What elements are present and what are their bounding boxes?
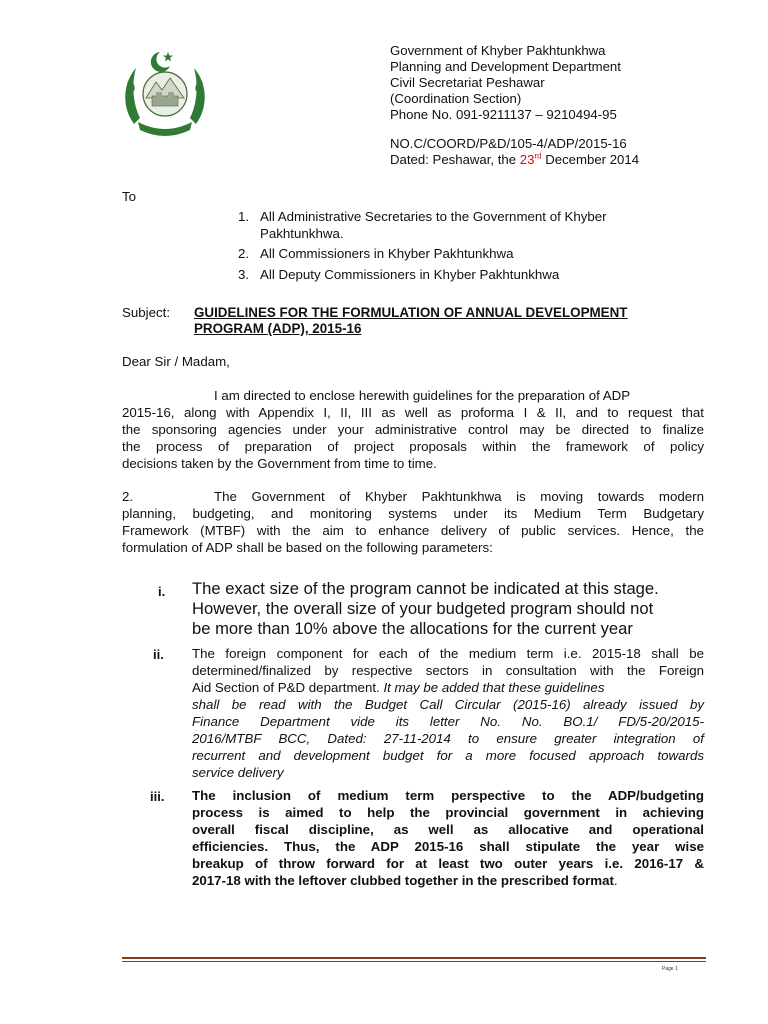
item-ii-number: ii. <box>153 647 164 662</box>
subject-line-2: PROGRAM (ADP), 2015-16 <box>194 321 362 336</box>
item-ii-line-3: Aid Section of P&D department. It may be added that these guidelines <box>192 680 605 695</box>
item-iii-number: iii. <box>150 789 165 804</box>
item-ii-line-8: service delivery <box>192 765 284 780</box>
subject-label: Subject: <box>122 305 171 320</box>
item-iii-line-6: 2017-18 with the leftover clubbed together in the prescribed format. <box>192 873 618 888</box>
salutation: Dear Sir / Madam, <box>122 354 230 369</box>
item-ii-line-1: The foreign component for each of the medium term i.e. 2015-18 shall be <box>192 646 704 661</box>
item-ii-line-5: Finance Department vide its letter No. No. BO.1/ FD/5-20/2015- <box>192 714 704 729</box>
letterhead-section: (Coordination Section) <box>390 91 522 106</box>
date-prefix: Dated: Peshawar, the <box>390 152 520 167</box>
footer-rule-thin <box>122 961 706 962</box>
government-emblem-logo <box>118 46 212 140</box>
para2-number: 2. <box>122 489 134 504</box>
to-label: To <box>122 189 137 204</box>
para1-line-3: the sponsoring agencies under your administrative control may be directed to finalize <box>122 422 704 437</box>
date-line <box>390 152 639 168</box>
item-i-number: i. <box>158 584 166 599</box>
page-number: Page 1 <box>662 966 678 972</box>
para1-line-2: 2015-16, along with Appendix I, II, III as well as proforma I & II, and to request that <box>122 405 704 420</box>
item-ii-line-7: recurrent and development budget for a more focused approach towards <box>192 748 704 763</box>
addressee-1-cont: Pakhtunkhwa. <box>260 226 344 241</box>
item-iii-line-4: efficiencies. Thus, the ADP 2015-16 shall stipulate the year wise <box>192 839 704 854</box>
reference-number: NO.C/COORD/P&D/105-4/ADP/2015-16 <box>390 136 627 151</box>
letterhead-phone: Phone No. 091-9211137 – 9210494-95 <box>390 107 617 122</box>
date-day: 23rd <box>519 151 542 167</box>
para1-line-4: the process of preparation of project proposals within the framework of policy <box>122 439 704 454</box>
addressee-1: 1. All Administrative Secretaries to the Government of Khyber <box>238 209 607 224</box>
addressee-3: 3. All Deputy Commissioners in Khyber Pakhtunkhwa <box>238 267 560 282</box>
letterhead-department: Planning and Development Department <box>390 59 621 74</box>
para2-line-1: The Government of Khyber Pakhtunkhwa is moving towards modern <box>214 489 704 504</box>
addressee-2: 2. All Commissioners in Khyber Pakhtunkhwa <box>238 246 514 261</box>
item-i-line-1: The exact size of the program cannot be indicated at this stage. <box>192 579 659 598</box>
item-i-line-2: However, the overall size of your budgeted program should not <box>192 599 654 618</box>
footer-rule-thick <box>122 957 706 959</box>
item-iii-line-3: overall fiscal discipline, as well as allocative and operational <box>192 822 704 837</box>
item-ii-line-6: 2016/MTBF BCC, Dated: 27-11-2014 to ensure greater integration of <box>192 731 704 746</box>
item-i-line-3: be more than 10% above the allocations for the current year <box>192 619 633 638</box>
item-ii-line-4: shall be read with the Budget Call Circular (2015-16) already issued by <box>192 697 704 712</box>
item-ii-line-2: determined/finalized by respective sectors in consultation with the Foreign <box>192 663 704 678</box>
item-iii-line-5: breakup of throw forward for at least two outer years i.e. 2016-17 & <box>192 856 704 871</box>
para1-line-1: I am directed to enclose herewith guidelines for the preparation of ADP <box>214 388 631 403</box>
item-iii-line-2: process is aimed to help the provincial government in achieving <box>192 805 704 820</box>
subject-line-1: GUIDELINES FOR THE FORMULATION OF ANNUAL DEVELOPMENT <box>194 305 628 320</box>
letterhead-government: Government of Khyber Pakhtunkhwa <box>390 43 606 58</box>
letterhead-secretariat: Civil Secretariat Peshawar <box>390 75 545 90</box>
para1-line-5: decisions taken by the Government from time to time. <box>122 456 437 471</box>
para2-line-4: formulation of ADP shall be based on the following parameters: <box>122 540 493 555</box>
item-iii-line-1: The inclusion of medium term perspective to the ADP/budgeting <box>192 788 704 803</box>
para2-line-3: Framework (MTBF) with the aim to enhance delivery of public services. Hence, the <box>122 523 704 538</box>
date-suffix: December 2014 <box>541 152 640 167</box>
para2-line-2: planning, budgeting, and monitoring systems under its Medium Term Budgetary <box>122 506 704 521</box>
